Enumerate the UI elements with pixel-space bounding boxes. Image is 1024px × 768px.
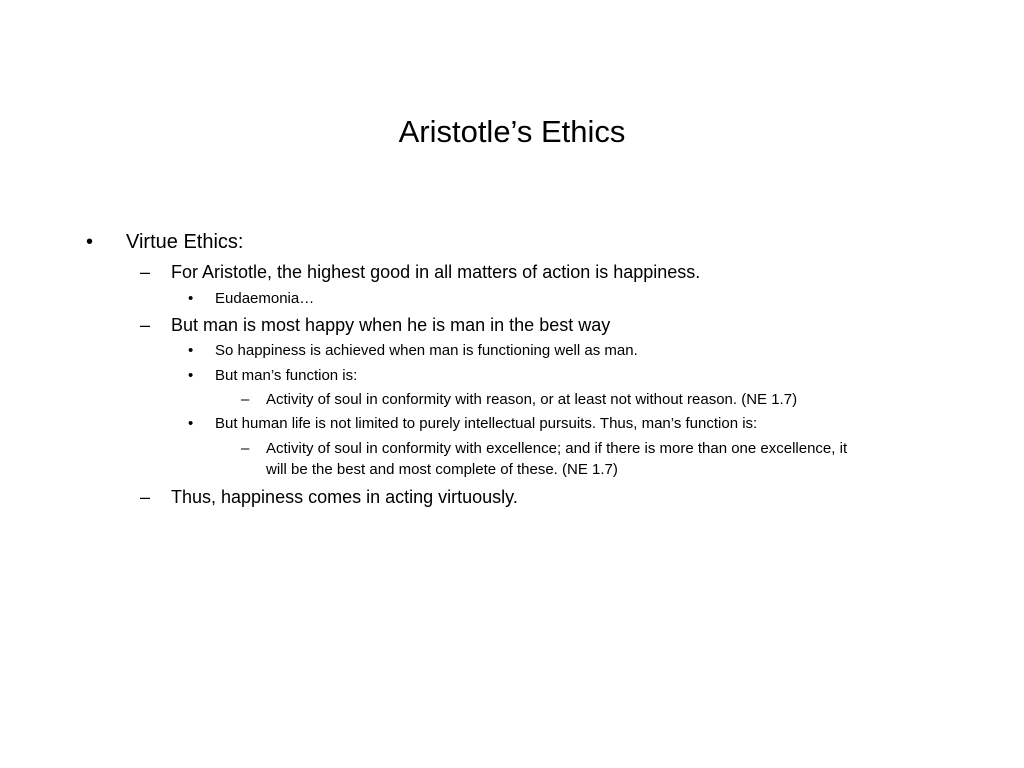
bullet-marker: • — [188, 290, 194, 307]
bullet-text: Eudaemonia… — [215, 290, 315, 307]
bullet-text: But human life is not limited to purely intellectual pursuits. Thus, man’s function is: — [215, 415, 758, 432]
bullet-text: But man is most happy when he is man in the best way — [171, 315, 611, 335]
dash-marker: – — [140, 262, 151, 282]
bullet-marker: • — [188, 342, 194, 359]
bullet-text: Activity of soul in conformity with excellence; and if there is more than one excellence, it — [266, 440, 848, 457]
slide-title: Aristotle’s Ethics — [398, 114, 626, 149]
bullet-marker: • — [188, 415, 194, 432]
dash-marker: – — [140, 315, 151, 335]
dash-marker: – — [140, 487, 151, 507]
bullet-text: For Aristotle, the highest good in all matters of action is happiness. — [171, 262, 701, 282]
bullet-text: Activity of soul in conformity with reason, or at least not without reason. (NE 1.7) — [266, 391, 798, 408]
bullet-text: Virtue Ethics: — [126, 231, 244, 253]
bullet-marker: • — [188, 367, 194, 384]
dash-marker: – — [241, 440, 250, 457]
bullet-marker: • — [86, 231, 94, 253]
bullet-text: But man’s function is: — [215, 367, 358, 384]
bullet-text-continuation: will be the best and most complete of these. (NE 1.7) — [266, 461, 618, 478]
dash-marker: – — [241, 391, 250, 408]
bullet-text: So happiness is achieved when man is functioning well as man. — [215, 342, 638, 359]
bullet-text: Thus, happiness comes in acting virtuously. — [171, 487, 518, 507]
